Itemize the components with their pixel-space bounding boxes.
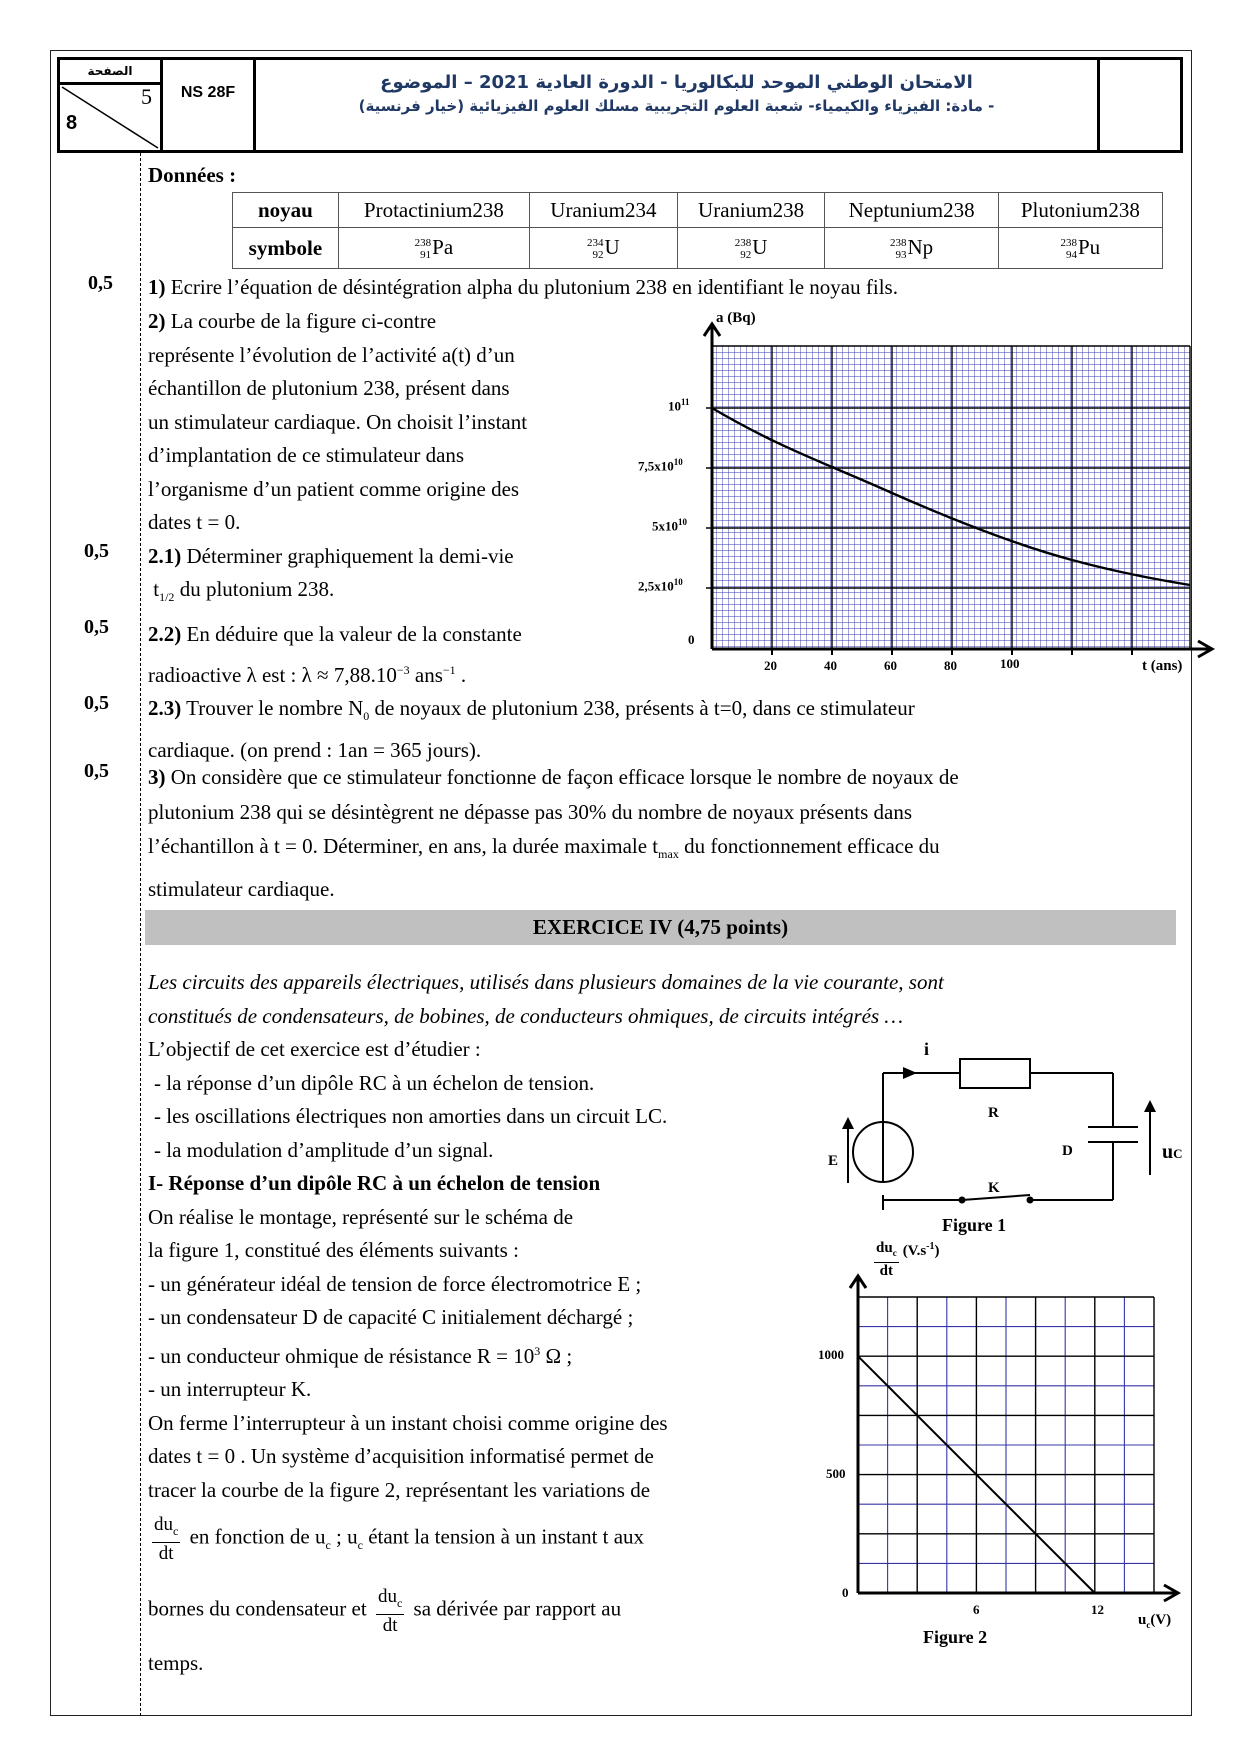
unit: ans [409,663,443,687]
page-current: 5 [141,84,152,109]
subscript: c [173,1523,179,1538]
score-q2-3: 0,5 [84,692,109,714]
unit: Ω ; [540,1343,573,1368]
objective-heading: L’objectif de cet exercice est d’étudier : [148,1037,481,1061]
question-number: 2.2) [148,622,182,646]
subscript: max [658,847,679,862]
x-tick: 80 [944,658,957,673]
nucleus-symbol [677,228,825,269]
exponent: −1 [442,663,456,677]
element-symbol: U [604,234,620,259]
nucleus-name: Neptunium238 [825,193,998,228]
score-q1: 0,5 [88,272,113,294]
nucleus-symbol [825,228,998,269]
derivative-fraction [376,1586,404,1636]
question-2-2 [148,616,522,693]
question-text: plutonium 238 qui se désintègrent ne dépasse pas 30% du nombre de noyaux présents dans [148,799,913,824]
mass-number: 238 [734,237,752,250]
subscript: C [1173,1146,1183,1161]
element-symbol: Np [907,234,934,259]
question-text: Déterminer graphiquement la demi-vie [186,544,514,568]
question-text: Ecrire l’équation de désintégration alpha du plutonium 238 en identifiant le noyau fils. [170,275,898,299]
nuclei-table [232,192,1163,269]
exponent: −3 [396,663,410,677]
intro-line: Les circuits des appareils électriques, utilisés dans plusieurs domaines de la vie courante, sont [148,970,944,994]
body-text: bornes du condensateur et [148,1596,367,1621]
element-symbol: Pa [432,234,454,259]
subscript: c [357,1537,363,1552]
body-line: la figure 1, constitué des éléments suivants : [148,1238,519,1262]
row-label: noyau [233,193,339,228]
bornes-line [148,1586,621,1636]
frac-denominator: dt [382,1614,398,1636]
donnees-title: Données : [148,163,237,187]
title-line-2: - مادة: الفيزياء والكيمياء- شعبة العلوم التجريبية مسلك العلوم الفيزيائية (خيار فرنسية) [358,97,995,115]
frac-numerator: du [154,1514,173,1535]
score-q3: 0,5 [84,760,109,782]
mass-number: 238 [890,237,907,250]
nucleus-symbol [338,228,529,269]
atomic-number: 92 [592,249,604,262]
question-number: 3) [148,765,166,789]
score-q2-1: 0,5 [84,540,109,562]
question-text: échantillon de plutonium 238, présent dans [148,376,510,400]
question-text: La courbe de la figure ci-contre [170,309,437,333]
subscript: c [396,1595,403,1610]
rc-circuit-diagram [820,1045,1200,1245]
exam-code: NS 28F [163,60,256,150]
question-3 [148,760,959,906]
y-tick: 0 [688,632,695,647]
nucleus-name: Plutonium238 [998,193,1162,228]
y-axis-label: $\frac{du_c}{dt}$ $(V.s^{-1})$ [876,1240,940,1279]
y-tick: 0 [842,1585,849,1600]
question-text: l’organisme d’un patient comme origine des [148,476,520,501]
question-text: dates t = 0. [148,510,241,534]
objective-item: - la modulation d’amplitude d’un signal. [154,1137,494,1162]
derivative-chart [800,1240,1220,1670]
nucleus-name: Protactinium238 [338,193,529,228]
element-symbol: Pu [1078,234,1101,259]
activity-plot [620,310,1220,680]
body-text: étant la tension à un instant t aux [362,1524,645,1549]
table-row [233,193,1163,228]
y-axis-label: a (Bq) [716,310,756,326]
capacitor-label: D [1062,1143,1073,1159]
subscript: 0 [363,709,370,724]
derivative-fraction [152,1514,180,1564]
subscript: c [325,1537,331,1552]
frac-denominator: dt [158,1542,174,1564]
resistor-label: R [988,1105,999,1121]
punctuation: . [455,663,467,687]
question-number: 2) [148,309,166,333]
title-line-1: الامتحان الوطني الموحد للبكالوريا - الدورة العادية 2021 – الموضوع [380,72,973,93]
question-number: 1) [148,275,166,299]
temps-line: temps. [148,1651,204,1675]
exercise-banner: EXERCICE IV (4,75 points) [145,910,1176,945]
question-number: 2.1) [148,544,182,568]
nucleus-symbol [998,228,1162,269]
generator-label: E [828,1153,839,1169]
margin-dashed-line [140,153,141,1716]
y-tick: 1000 [818,1347,844,1362]
objective-item: - la réponse d’un dipôle RC à un échelon de tension. [154,1070,595,1095]
body-text: sa dérivée par rapport au [413,1596,622,1621]
question-text: un stimulateur cardiaque. On choisit l’instant [148,409,528,434]
half-life-subscript: 1/2 [159,590,175,605]
question-text: représente l’évolution de l’activité a(t) d’un [148,342,515,367]
x-tick: 60 [884,658,897,673]
page-label: الصفحة [60,60,160,85]
intro-line: constitués de condensateurs, de bobines, de conducteurs ohmiques, de circuits intégrés … [148,1004,904,1028]
frac-numerator: du [377,1586,397,1607]
part-title: I- Réponse d’un dipôle RC à un échelon de tension [148,1171,601,1195]
figure-2-caption: Figure 2 [923,1627,988,1647]
figure-1-caption: Figure 1 [942,1215,1007,1235]
body-text: ; u [330,1524,358,1549]
x-tick: 6 [973,1602,980,1617]
question-text: Trouver le nombre N [186,696,364,720]
derivative-line [148,1514,644,1564]
current-arrow-icon [903,1067,917,1079]
body-line: On ferme l’interrupteur à un instant choisi comme origine des [148,1410,668,1435]
page-total: 8 [66,112,78,134]
nucleus-name: Uranium238 [677,193,825,228]
exam-title [256,60,1100,150]
element-symbol: U [752,234,768,259]
question-text: du plutonium 238. [179,577,335,601]
question-1 [148,272,898,302]
body-line: On réalise le montage, représenté sur le schéma de [148,1204,574,1229]
current-label: i [924,1039,930,1059]
mass-number: 238 [1060,237,1077,250]
exercise-objectives [148,1033,668,1507]
question-text: d’implantation de ce stimulateur dans [148,443,465,467]
y-tick: $5x10^{10}$ [652,517,687,534]
body-line: - un interrupteur K. [148,1377,312,1401]
question-text: cardiaque. (on prend : 1an = 365 jours). [148,737,482,762]
nucleus-name: Uranium234 [530,193,678,228]
activity-chart [620,310,1220,680]
switch-label: K [988,1180,1000,1196]
half-life-symbol: t [153,577,160,601]
x-tick: 12 [1091,1602,1104,1617]
atomic-number: 94 [1066,249,1077,262]
y-tick: $7,5x10^{10}$ [638,457,683,474]
question-text: En déduire que la valeur de la constante [186,622,522,646]
atomic-number: 93 [895,249,907,262]
score-q2-2: 0,5 [84,616,109,638]
question-text: du fonctionnement efficace du [678,834,940,858]
mass-number: 238 [414,237,432,250]
row-label: symbole [233,228,339,269]
atomic-number: 92 [740,249,752,262]
x-axis-label: $u_c(V)$ [1138,1612,1172,1630]
body-line: - un générateur idéal de tension de force électromotrice E ; [148,1271,642,1296]
voltage-symbol: u [1162,1141,1174,1163]
exercise-intro [148,965,944,1033]
voltage-label [1162,1141,1183,1164]
x-tick: 20 [764,658,777,673]
y-tick: $10^{11}$ [668,397,690,414]
objective-item: - les oscillations électriques non amorties dans un circuit LC. [154,1104,668,1128]
mass-number: 234 [587,237,604,250]
body-line: - un condensateur D de capacité C initialement déchargé ; [148,1305,634,1329]
x-tick: 40 [824,658,837,673]
question-text: stimulateur cardiaque. [148,876,335,901]
body-line: - un conducteur ohmique de résistance R = 10 [148,1343,535,1368]
nucleus-symbol [530,228,678,269]
exponent: 3 [534,1343,541,1358]
circuit-figure [820,1039,1200,1245]
exam-header [57,57,1183,153]
table-row [233,228,1163,269]
question-2-3 [148,692,915,767]
body-line: tracer la courbe de la figure 2, représentant les variations de [148,1477,651,1502]
x-axis-label: t (ans) [1142,658,1183,674]
question-2 [148,305,527,540]
atomic-number: 91 [420,249,432,262]
question-text: On considère que ce stimulateur fonctionne de façon efficace lorsque le nombre de noyaux de [170,765,959,789]
derivative-plot [800,1240,1220,1670]
page-number-box [60,60,163,150]
y-tick: 500 [826,1466,846,1481]
body-line: dates t = 0 . Un système d’acquisition informatisé permet de [148,1444,654,1468]
question-2-1 [148,540,514,614]
question-text: l’échantillon à t = 0. Déterminer, en ans, la durée maximale t [148,834,659,858]
body-text: en fonction de u [184,1524,326,1549]
question-text: radioactive λ est : λ ≈ 7,88.10 [148,663,397,687]
question-number: 2.3) [148,696,182,720]
y-tick: $2,5x10^{10}$ [638,577,683,594]
question-text: de noyaux de plutonium 238, présents à t=0, dans ce stimulateur [369,696,915,720]
x-tick: 100 [1000,656,1020,671]
